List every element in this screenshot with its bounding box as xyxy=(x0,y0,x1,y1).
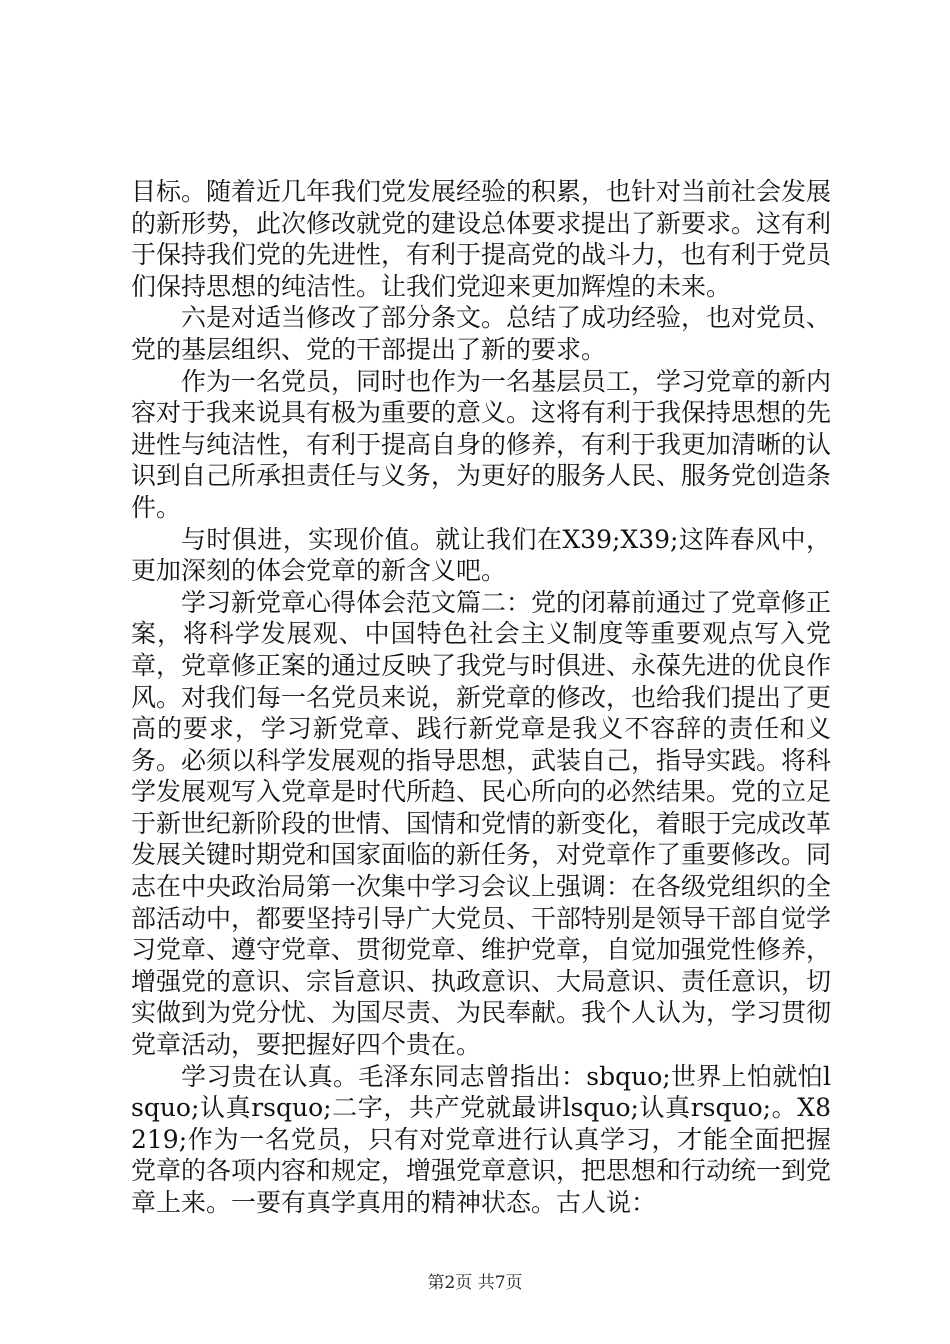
paragraph-point-six: 六是对适当修改了部分条文。总结了成功经验，也对党员、党的基层组织、党的干部提出了新的要求。 xyxy=(131,303,832,364)
paragraph-essay-two: 学习新党章心得体会范文篇二：党的闭幕前通过了党章修正案，将科学发展观、中国特色社会主义制度等重要观点写入党章，党章修正案的通过反映了我党与时俱进、永葆先进的优良作风。对我们每一名党员来说，新党章的修改，也给我们提出了更高的要求，学习新党章、践行新党章是我义不容辞的责任和义务。必须以科学发展观的指导思想，武装自己，指导实践。将科学发展观写入党章是时代所趋、民心所向的必然结果。党的立足于新世纪新阶段的世情、国情和党情的新变化，着眼于完成改革发展关键时期党和国家面临的新任务，对党章作了重要修改。同志在中央政治局第一次集中学习会议上强调：在各级党组织的全部活动中，都要坚持引导广大党员、干部特别是领导干部自觉学习党章、遵守党章、贯彻党章、维护党章，自觉加强党性修养，增强党的意识、宗旨意识、执政意识、大局意识、责任意识，切实做到为党分忧、为国尽责、为民奉献。我个人认为，学习贯彻党章活动，要把握好四个贵在。 xyxy=(131,587,832,1060)
document-body xyxy=(131,176,831,1219)
paragraph-study-earnestly: 学习贵在认真。毛泽东同志曾指出：sbquo;世界上怕就怕lsquo;认真rsquo;二字，共产党就最讲lsquo;认真rsquo;。X8219;作为一名党员，只有对党章进行认真学习，才能全面把握党章的各项内容和规定，增强党章意识，把思想和行动统一到党章上来。一要有真学真用的精神状态。古人说： xyxy=(131,1061,832,1217)
paragraph-as-party-member: 作为一名党员，同时也作为一名基层员工，学习党章的新内容对于我来说具有极为重要的意义。这将有利于我保持思想的先进性与纯洁性，有利于提高自身的修养，有利于我更加清晰的认识到自己所承担责任与义务，为更好的服务人民、服务党创造条件。 xyxy=(131,366,832,522)
paragraph-keep-pace: 与时俱进，实现价值。就让我们在X39;X39;这阵春风中，更加深刻的体会党章的新含义吧。 xyxy=(131,524,831,586)
page-number-footer: 第2页 共7页 xyxy=(427,1273,523,1293)
paragraph-continuation: 目标。随着近几年我们党发展经验的积累，也针对当前社会发展的新形势，此次修改就党的建设总体要求提出了新要求。这有利于保持我们党的先进性，有利于提高党的战斗力，也有利于党员们保持思想的纯洁性。让我们党迎来更加辉煌的未来。 xyxy=(131,177,832,301)
